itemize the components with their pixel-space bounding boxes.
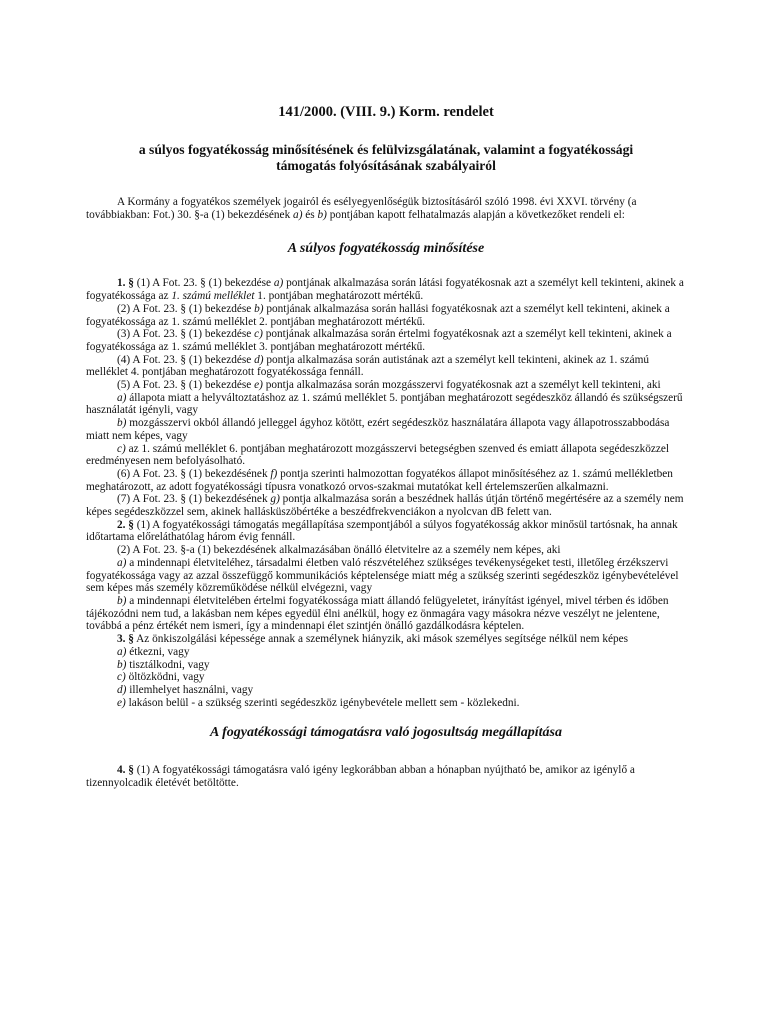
text-run: d) xyxy=(254,353,264,366)
paragraph xyxy=(86,697,686,710)
document-body xyxy=(86,104,686,790)
paragraph xyxy=(86,544,686,557)
paragraph xyxy=(86,443,686,468)
paragraph xyxy=(86,417,686,442)
text-run: öltözködni, vagy xyxy=(125,671,205,684)
text-run: (2) A Fot. 23. § (1) bekezdése xyxy=(117,302,255,315)
text-run: e) xyxy=(254,379,263,392)
text-run: (7) A Fot. 23. § (1) bekezdésének xyxy=(117,493,271,506)
text-run: b) xyxy=(117,658,127,671)
text-run: pontjának alkalmazása során értelmi fogyatékosnak azt a személyt kell tekinteni, akinek a fogyatékossága az 1. számú melléklet 3. pontjában meghatározott mértékű. xyxy=(86,328,672,353)
text-run: mozgásszervi okból állandó jelleggel ágyhoz kötött, ezért segédeszköz használatára állapota vagy állapotrosszabbodása miatt nem képes, vagy xyxy=(86,417,670,442)
text-run: b) xyxy=(117,594,127,607)
text-run: (2) A Fot. 23. §-a (1) bekezdésének alkalmazásában önálló életvitelre az a személy nem képes, aki xyxy=(117,544,561,557)
paragraph xyxy=(86,646,686,659)
text-run: b) xyxy=(117,417,127,430)
paragraph xyxy=(86,557,686,595)
text-run: b) xyxy=(317,208,327,221)
document-subtitle xyxy=(86,142,686,174)
text-run: a) xyxy=(117,391,127,404)
text-run: c) xyxy=(254,328,263,341)
text-run: a) xyxy=(293,208,303,221)
paragraph xyxy=(86,277,686,302)
paragraph xyxy=(86,595,686,633)
text-run: pontja alkalmazása során a beszédnek hallás útján történő megértésére az a személy nem képes segédeszközzel sem, akinek hallásküszöbértéke a beszédfrekvenciákon a nyolcvan dB felett van. xyxy=(86,493,684,519)
text-run: a) xyxy=(117,556,127,569)
text-run: 1. számú melléklet xyxy=(171,290,255,303)
text-run: pontjának alkalmazása során látási fogyatékosnak azt a személyt kell tekinteni, akinek a fogyatékossága az xyxy=(86,277,684,303)
paragraph xyxy=(86,671,686,684)
text-run: b) xyxy=(254,302,264,315)
text-run: 1. pontjában meghatározott mértékű. xyxy=(254,290,424,303)
subtitle-line-2: támogatás folyósításának szabályairól xyxy=(276,158,496,173)
text-run: pontjának alkalmazása során hallási fogyatékosnak azt a személyt kell tekinteni, akinek a fogyatékossága az 1. számú melléklet 2. pontjában meghatározott mértékű. xyxy=(86,302,670,328)
paragraph xyxy=(86,303,686,328)
text-run: pontja alkalmazása során mozgásszervi fogyatékosnak azt a személyt kell tekinteni, aki xyxy=(262,379,661,392)
paragraph xyxy=(86,468,686,493)
text-run: c) xyxy=(117,671,126,684)
text-run: pontjában kapott felhatalmazás alapján a következőket rendeli el: xyxy=(326,208,625,221)
paragraph xyxy=(86,659,686,672)
paragraph xyxy=(86,379,686,392)
paragraph xyxy=(86,764,686,789)
text-run: étkezni, vagy xyxy=(126,645,190,658)
text-run: (1) A fogyatékossági támogatás megállapítása szempontjából a súlyos fogyatékosság akkor minősül tartósnak, ha annak időtartama előreláthatólag három évig fennáll. xyxy=(86,518,678,544)
paragraph xyxy=(86,392,686,417)
text-run: a mindennapi életviteléhez, társadalmi életben való részvételéhez szükséges tevékenységeket testi, illetőleg érzékszervi fogyatékossága vagy az azzal összefüggő kommunikációs képtelensége miatt még a szükség szerinti segédeszköz igénybevételével sem képes más személy közreműködése nélkül elvégezni, vagy xyxy=(86,556,679,595)
paragraph xyxy=(86,633,686,646)
text-run: g) xyxy=(270,493,280,506)
text-run: pontja alkalmazása során autistának azt a személyt kell tekinteni, akinek az 1. számú melléklet 4. pontjában meghatározott fogyatékossága fennáll. xyxy=(86,353,650,379)
text-run: tisztálkodni, vagy xyxy=(126,658,210,671)
text-run: d) xyxy=(117,683,127,696)
text-run: 3. § xyxy=(117,633,134,646)
section-1-paragraphs xyxy=(86,277,686,709)
intro-paragraph xyxy=(86,196,686,221)
subtitle-line-1: a súlyos fogyatékosság minősítésének és felülvizsgálatának, valamint a fogyatékossági xyxy=(138,142,634,157)
text-run: 1. § xyxy=(117,277,134,290)
paragraph xyxy=(86,493,686,518)
text-run: pontja szerinti halmozottan fogyatékos állapot minősítéséhez az 1. számú mellékletben meghatározott, az adott fogyatékossági típusra vonatkozó orvos-szakmai mutatókat kell értelemszerűen alkalmazni. xyxy=(86,467,673,493)
text-run: (1) A fogyatékossági támogatásra való igény legkorábban abban a hónapban nyújtható be, amikor az igénylő a tizennyolcadik életévét betöltötte. xyxy=(86,764,635,790)
text-run: Az önkiszolgálási képessége annak a személynek hiányzik, aki mások személyes segítsége nélkül nem képes xyxy=(133,633,629,646)
document-title: 141/2000. (VIII. 9.) Korm. rendelet xyxy=(278,104,494,120)
text-run: (5) A Fot. 23. § (1) bekezdése xyxy=(117,379,255,392)
section-heading-1: A súlyos fogyatékosság minősítése xyxy=(287,241,485,257)
text-run: a) xyxy=(117,645,127,658)
text-run: 4. § xyxy=(117,764,134,777)
text-run: A Kormány a fogyatékos személyek jogairól és esélyegyenlőségük biztosításáról szóló 1998. évi XXVI. törvény (a továbbiakban: Fot.) 30. §-a (1) bekezdésének xyxy=(86,196,637,221)
section-2-paragraphs xyxy=(86,764,686,789)
text-run: c) xyxy=(117,442,126,455)
text-run: f) xyxy=(270,467,278,480)
text-run: az 1. számú melléklet 6. pontjában meghatározott mozgásszervi betegségben szenved és emiatt állapota segédeszközzel eredményesen nem befolyásolható. xyxy=(86,442,670,468)
paragraph xyxy=(86,519,686,544)
section-heading-2: A fogyatékossági támogatásra való jogosultság megállapítása xyxy=(210,725,562,741)
text-run: (4) A Fot. 23. § (1) bekezdése xyxy=(117,353,255,366)
text-run: (1) A Fot. 23. § (1) bekezdése xyxy=(133,277,274,290)
text-run: és xyxy=(302,208,318,221)
paragraph xyxy=(86,328,686,353)
text-run: (3) A Fot. 23. § (1) bekezdése xyxy=(117,328,255,341)
text-run: illemhelyet használni, vagy xyxy=(126,683,254,696)
text-run: lakáson belül - a szükség szerinti segédeszköz igénybevétele mellett sem - közlekedni. xyxy=(125,696,520,709)
text-run: a mindennapi életvitelében értelmi fogyatékossága miatt állandó felügyeletet, irányítást igényel, mivel térben és időben tájékozódni nem tud, a lakásban nem képes egyedül élni anélkül, hogy ez önmagára vagy másokra nézve veszélyt ne jelentene, továbbá a pénz értékét nem ismeri, így a mindennapi élet szintjén önálló gazdálkodásra képtelen. xyxy=(86,594,669,633)
text-run: a) xyxy=(273,277,284,290)
text-run: (6) A Fot. 23. § (1) bekezdésének xyxy=(117,467,271,480)
text-run: e) xyxy=(117,696,126,709)
text-run: állapota miatt a helyváltoztatáshoz az 1. számú melléklet 5. pontjában meghatározott segédeszköz állandó és szükségszerű használatát igényli, vagy xyxy=(86,391,683,417)
text-run: 2. § xyxy=(117,518,134,531)
paragraph xyxy=(86,354,686,379)
paragraph xyxy=(86,684,686,697)
